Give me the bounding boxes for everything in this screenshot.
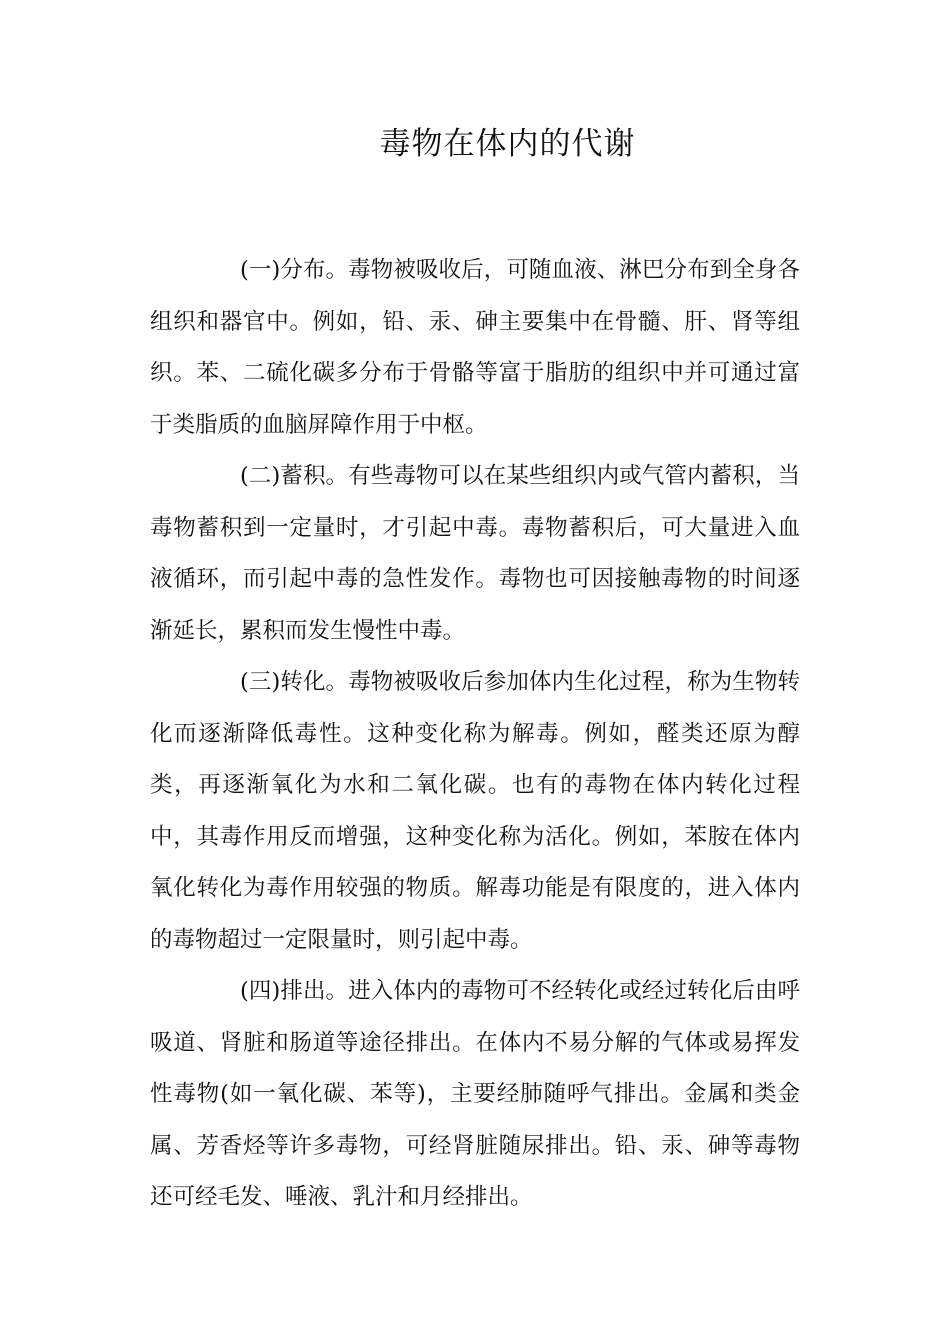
paragraph-transformation: (三)转化。毒物被吸收后参加体内生化过程，称为生物转化而逐渐降低毒性。这种变化称为解毒。例如，醛类还原为醇类，再逐渐氧化为水和二氧化碳。也有的毒物在体内转化过程中，其毒作用反而增强，这种变化称为活化。例如，苯胺在体内氧化转化为毒作用较强的物质。解毒功能是有限度的，进入体内的毒物超过一定限量时，则引起中毒。 [150,669,800,953]
document-body [150,245,800,1224]
paragraph-accumulation: (二)蓄积。有些毒物可以在某些组织内或气管内蓄积，当毒物蓄积到一定量时，才引起中毒。毒物蓄积后，可大量进入血液循环，而引起中毒的急性发作。毒物也可因接触毒物的时间逐渐延长，累积而发生慢性中毒。 [150,463,800,644]
paragraph-distribution: (一)分布。毒物被吸收后，可随血液、淋巴分布到全身各组织和器官中。例如，铅、汞、砷主要集中在骨髓、肝、肾等组织。苯、二硫化碳多分布于骨骼等富于脂肪的组织中并可通过富于类脂质的血脑屏障作用于中枢。 [150,257,800,438]
document-title: 毒物在体内的代谢 [379,126,636,162]
paragraph-excretion: (四)排出。进入体内的毒物可不经转化或经过转化后由呼吸道、肾脏和肠道等途径排出。在体内不易分解的气体或易挥发性毒物(如一氧化碳、苯等)，主要经肺随呼气排出。金属和类金属、芳香烃等许多毒物，可经肾脏随尿排出。铅、汞、砷等毒物还可经毛发、唾液、乳汁和月经排出。 [150,978,800,1210]
